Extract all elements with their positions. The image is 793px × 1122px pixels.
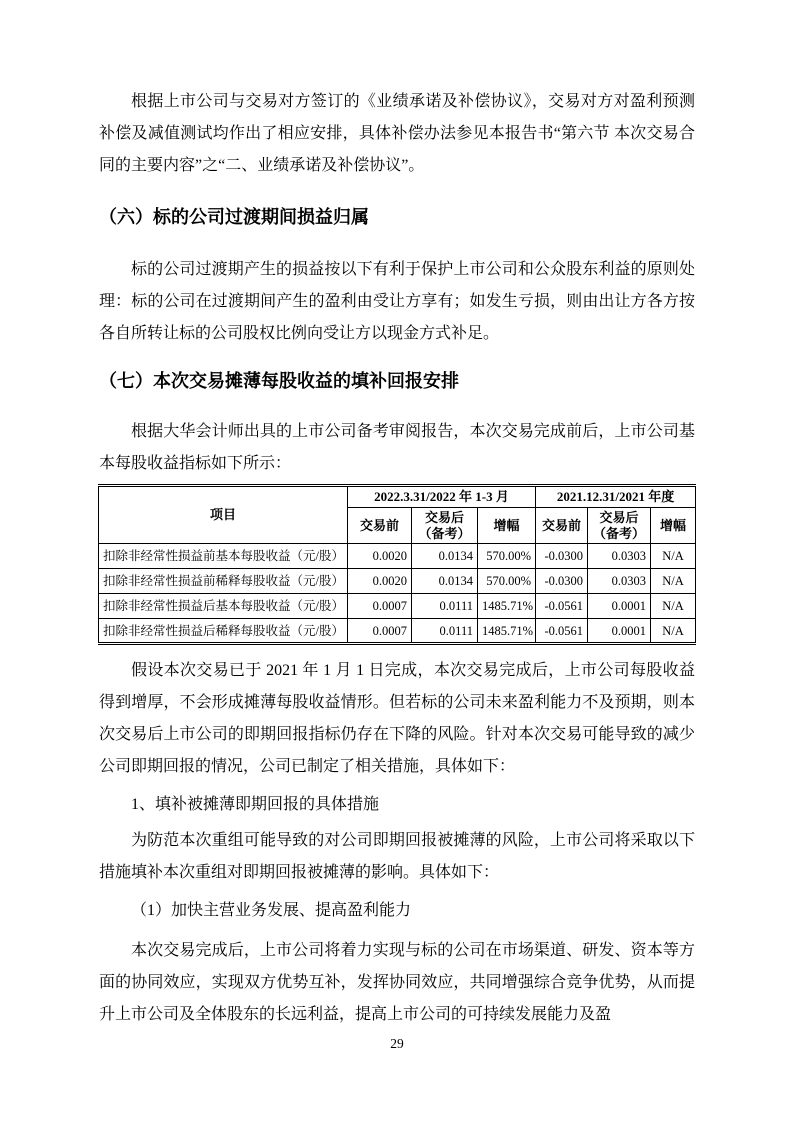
eps-comparison-table: [98, 484, 696, 645]
table-cell-value: 0.0134: [412, 569, 478, 594]
table-header-post-line2: （备考）: [593, 525, 646, 541]
table-header-post-deal-2021: [588, 508, 651, 544]
table-cell-value: 0.0007: [348, 594, 412, 619]
table-cell-value: 0.0001: [588, 594, 651, 619]
table-row: [99, 569, 696, 594]
table-header-period-2021: 2021.12.31/2021 年度: [536, 486, 696, 508]
table-row: [99, 544, 696, 569]
table-header-post-line1: 交易后: [424, 509, 464, 525]
table-cell-value: 0.0303: [588, 544, 651, 569]
table-cell-value: 0.0303: [588, 569, 651, 594]
table-header-post-deal-2022: [412, 508, 478, 544]
paragraph-measures-intro: 为防范本次重组可能导致的对公司即期回报被摊薄的风险，上市公司将采取以下措施填补本次重组对即期回报被摊薄的影响。具体如下：: [99, 832, 695, 881]
table-cell-value: 0.0111: [412, 619, 478, 644]
table-header-item: 项目: [99, 486, 348, 544]
table-cell-value: -0.0300: [536, 569, 588, 594]
paragraph-assumption: 假设本次交易已于 2021 年 1 月 1 日完成，本次交易完成后，上市公司每股收益得到增厚，不会形成摊薄每股收益情形。但若标的公司未来盈利能力不及预期，则本次交易后上市公司的即期回报指标仍存在下降的风险。针对本次交易可能导致的减少公司即期回报的情况，公司已制定了相关措施，具体如下：: [99, 662, 695, 775]
table-cell-value: N/A: [651, 619, 696, 644]
table-cell-value: 0.0111: [412, 594, 478, 619]
table-cell-value: 570.00%: [478, 569, 536, 594]
table-cell-value: 1485.71%: [478, 594, 536, 619]
table-cell-label: 扣除非经常性损益前稀释每股收益（元/股）: [99, 569, 348, 594]
list-item-1-title: 1、填补被摊薄即期回报的具体措施: [131, 796, 380, 813]
table-header-post-line2: （备考）: [418, 525, 471, 541]
heading-section-7: （七）本次交易摊薄每股收益的填补回报安排: [99, 371, 459, 391]
table-header-pre-deal-2021: 交易前: [536, 508, 588, 544]
table-row: [99, 594, 696, 619]
table-cell-value: 0.0020: [348, 544, 412, 569]
table-cell-value: N/A: [651, 569, 696, 594]
table-header-change-2021: 增幅: [651, 508, 696, 544]
paragraph-transition-period: 标的公司过渡期产生的损益按以下有利于保护上市公司和公众股东利益的原则处理：标的公司在过渡期间产生的盈利由受让方享有；如发生亏损，则由出让方各方按各自所转让标的公司股权比例向受让方以现金方式补足。: [99, 261, 695, 342]
table-header-row-groups: [99, 486, 696, 508]
paragraph-eps-intro: 根据大华会计师出具的上市公司备考审阅报告，本次交易完成前后，上市公司基本每股收益指标如下所示：: [99, 423, 695, 472]
paragraph-synergy: 本次交易完成后，上市公司将着力实现与标的公司在市场渠道、研发、资本等方面的协同效应，实现双方优势互补，发挥协同效应，共同增强综合竞争优势，从而提升上市公司及全体股东的长远利益，提高上市公司的可持续发展能力及盈: [99, 942, 695, 1023]
table-row: [99, 619, 696, 644]
table-cell-label: 扣除非经常性损益后稀释每股收益（元/股）: [99, 619, 348, 644]
table-cell-value: 0.0134: [412, 544, 478, 569]
table-header-post-line1: 交易后: [599, 509, 639, 525]
table-cell-label: 扣除非经常性损益后基本每股收益（元/股）: [99, 594, 348, 619]
table-cell-value: -0.0561: [536, 594, 588, 619]
heading-section-6: （六）标的公司过渡期间损益归属: [99, 207, 369, 227]
list-item-1-1-title: （1）加快主营业务发展、提高盈利能力: [131, 902, 412, 919]
table-header-change-2022: 增幅: [478, 508, 536, 544]
table-cell-value: 0.0007: [348, 619, 412, 644]
paragraph-performance-commitment: 根据上市公司与交易对方签订的《业绩承诺及补偿协议》，交易对方对盈利预测补偿及减值测试均作出了相应安排，具体补偿办法参见本报告书“第六节 本次交易合同的主要内容”之“二、业绩承诺及补偿协议”。: [99, 93, 695, 174]
table-cell-value: 0.0001: [588, 619, 651, 644]
table-cell-value: -0.0561: [536, 619, 588, 644]
table-cell-value: 0.0020: [348, 569, 412, 594]
table-header-period-2022: 2022.3.31/2022 年 1-3 月: [348, 486, 536, 508]
table-cell-value: 570.00%: [478, 544, 536, 569]
table-cell-value: -0.0300: [536, 544, 588, 569]
table-header-pre-deal-2022: 交易前: [348, 508, 412, 544]
table-cell-label: 扣除非经常性损益前基本每股收益（元/股）: [99, 544, 348, 569]
table-cell-value: N/A: [651, 544, 696, 569]
table-cell-value: 1485.71%: [478, 619, 536, 644]
page-number: 29: [390, 1036, 404, 1051]
table-cell-value: N/A: [651, 594, 696, 619]
